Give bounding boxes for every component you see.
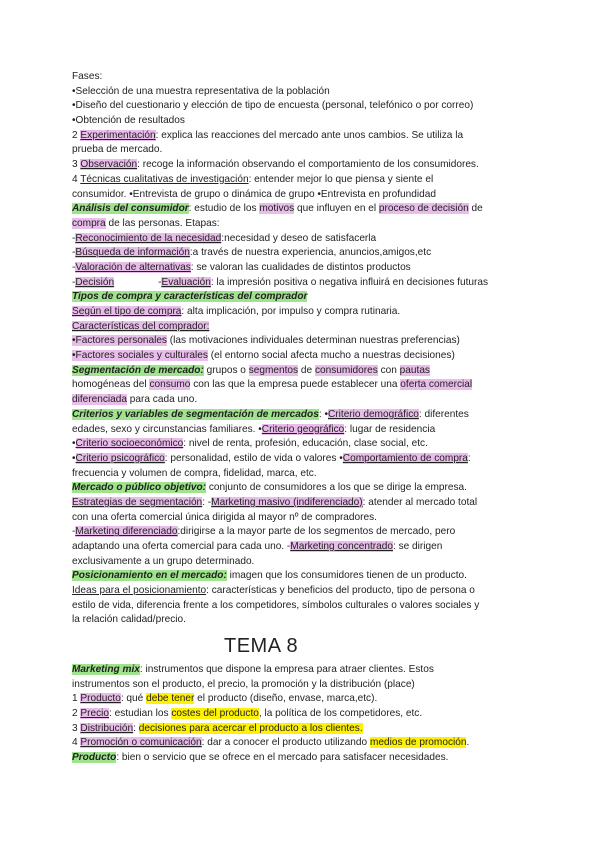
list-item: 1 Producto: qué debe tener el producto (diseño, envase, marca,etc). (72, 693, 378, 705)
text-line: •Selección de una muestra representativa de la población (72, 85, 330, 97)
notes-body-tema8 (72, 663, 532, 766)
text-line: exclusivamente a un grupo determinado. (72, 555, 255, 567)
section-title: TEMA 8 (224, 635, 299, 657)
heading-marketing-mix: Marketing mix (72, 664, 140, 675)
text-line: estilo de vida, diferencia frente a los competidores, símbolos culturales o valores sociales y (72, 599, 480, 611)
text-line: adaptando una oferta comercial para cada uno. -Marketing concentrado: se dirigen (72, 541, 443, 552)
heading-segmentacion: Segmentación de mercado: (72, 364, 204, 376)
term-tecnicas: Técnicas cualitativas de investigación (80, 173, 249, 185)
text-line: Fases: (72, 71, 103, 82)
text-line: •Criterio socioeconómico: nivel de renta, profesión, educación, clase social, etc. (72, 438, 428, 450)
notes-body (72, 70, 532, 628)
list-item: 2 Precio: estudian los costes del producto, la política de los competidores, etc. (72, 708, 423, 720)
text-line: Producto: bien o servicio que se ofrece en el mercado para satisfacer necesidades. (72, 752, 449, 764)
term-observacion: Observación (80, 159, 138, 171)
text-line: prueba de mercado. (72, 144, 163, 156)
text-line: Análisis del consumidor: estudio de los motivos que influyen en el proceso de decisión de (72, 203, 483, 215)
text-line: -Marketing diferenciado:dirigirse a la mayor parte de los segmentos de mercado, pero (72, 526, 456, 538)
text-line: la relación calidad/precio. (72, 614, 186, 626)
heading-analisis: Análisis del consumidor (72, 203, 189, 215)
stage-item: -Valoración de alternativas: se valoran las cualidades de distintos productos (72, 261, 411, 273)
text-line: con una oferta comercial única dirigida al mayor nº de compradores. (72, 511, 377, 523)
text-line: Posicionamiento en el mercado: imagen que los consumidores tienen de un producto. (72, 570, 467, 582)
list-item: 3 Distribución: decisiones para acercar el producto a los clientes. (72, 722, 363, 734)
text-line: •Criterio psicográfico: personalidad, estilo de vida o valores •Comportamiento de compra: (72, 452, 471, 464)
text-line: edades, sexo y circunstancias familiares. •Criterio geográfico: lugar de residencia (72, 423, 436, 435)
text-line: consumidor. •Entrevista de grupo o dinámica de grupo •Entrevista en profundidad (72, 188, 436, 200)
text-line: Mercado o público objetivo: conjunto de consumidores a los que se dirige la empresa. (72, 482, 467, 494)
stage-item: -Búsqueda de información:a través de nuestra experiencia, anuncios,amigos,etc (72, 247, 432, 259)
text-line: compra de las personas. Etapas: (72, 217, 220, 229)
heading-mercado-objetivo: Mercado o público objetivo: (72, 482, 207, 494)
text-line: Marketing mix: instrumentos que dispone la empresa para atraer clientes. Estos (72, 664, 434, 675)
text-line: 3 Observación: recoge la información observando el comportamiento de los consumidores. (72, 159, 479, 171)
text-line: homogéneas del consumo con las que la empresa puede establecer una oferta comercial (72, 379, 473, 391)
text-line: 2 Experimentación: explica las reacciones del mercado ante unos cambios. Se utiliza la (72, 129, 464, 141)
text-line: frecuencia y volumen de compra, fidelidad, marca, etc. (72, 467, 317, 479)
text-line: •Factores sociales y culturales (el entorno social afecta mucho a nuestras decisiones) (72, 350, 455, 362)
text-line: •Factores personales (las motivaciones individuales determinan nuestras preferencias) (72, 335, 460, 347)
text-line: •Diseño del cuestionario y elección de tipo de encuesta (personal, telefónico o por correo) (72, 100, 474, 112)
stage-item: -Decisión -Evaluación: la impresión positiva o negativa influirá en decisiones futuras (72, 276, 489, 288)
text-line: Segmentación de mercado: grupos o segmentos de consumidores con pautas (72, 364, 430, 376)
term-experimentacion: Experimentación (80, 129, 156, 141)
text-line (72, 290, 532, 305)
text-line: Según el tipo de compra: alta implicación, por impulso y compra rutinaria. (72, 306, 401, 317)
text-line: Características del comprador: (72, 320, 210, 332)
heading-posicionamiento: Posicionamiento en el mercado: (72, 570, 227, 582)
list-item: 4 Promoción o comunicación: dar a conocer el producto utilizando medios de promoción. (72, 737, 470, 749)
heading-criterios: Criterios y variables de segmentación de mercados (72, 408, 319, 420)
text-line: Criterios y variables de segmentación de mercados: •Criterio demográfico: diferentes (72, 408, 469, 420)
text-line: diferenciada para cada uno. (72, 394, 198, 406)
text-line: •Obtención de resultados (72, 115, 185, 127)
text-line: 4 Técnicas cualitativas de investigación: entender mejor lo que piensa y siente el (72, 173, 434, 185)
text-line: instrumentos son el producto, el precio, la promoción y la distribución (place) (72, 678, 415, 690)
heading-tipos-compra: Tipos de compra y características del comprador (72, 291, 308, 303)
text-line: Ideas para el posicionamiento: características y beneficios del producto, tipo de persona o (72, 585, 475, 597)
stage-item: -Reconocimiento de la necesidad:necesidad y deseo de satisfacerla (72, 232, 377, 244)
text-line: Estrategias de segmentación: -Marketing masivo (indiferenciado): atender al mercado total (72, 496, 478, 508)
heading-producto: Producto (72, 752, 117, 764)
